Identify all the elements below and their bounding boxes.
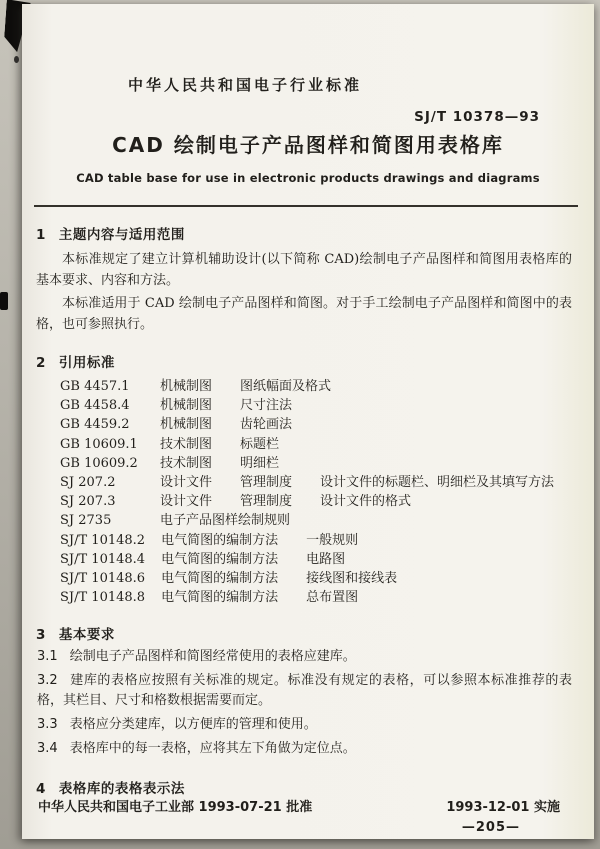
reference-code: SJ 207.3 <box>60 494 116 510</box>
clause-item <box>37 715 572 735</box>
section-title: 表格库的表格表示法 <box>58 781 185 798</box>
clause-item <box>37 739 572 759</box>
reference-cell: 总布置图 <box>306 590 359 606</box>
section-number: 4 <box>36 781 46 798</box>
clause-number: 3.1 <box>37 649 58 665</box>
reference-code: SJ/T 10148.4 <box>60 551 146 567</box>
reference-cell: 齿轮画法 <box>240 417 293 433</box>
reference-cell: 标题栏 <box>240 436 280 452</box>
reference-cell: 电气简图的编制方法 <box>161 532 279 548</box>
page-number: —205— <box>461 820 520 835</box>
scan-artifact-speck <box>14 56 19 63</box>
divider-rule <box>34 205 578 207</box>
document-title: CAD 绘制电子产品图样和简图用表格库 <box>112 133 504 157</box>
reference-code: GB 10609.2 <box>60 455 138 471</box>
reference-code: GB 4459.2 <box>60 417 130 433</box>
clause-text: 建库的表格应按照有关标准的规定。标准没有规定的表格，可以参照本标准推荐的表格，其栏目、尺寸和格数根据需要而定。 <box>37 673 572 709</box>
standard-number: SJ/T 10378—93 <box>414 109 540 125</box>
clause-number: 3.3 <box>37 717 58 733</box>
clause-item <box>37 647 572 667</box>
footer <box>38 796 560 815</box>
reference-code: SJ 207.2 <box>60 475 116 491</box>
reference-cell: 技术制图 <box>160 436 213 452</box>
reference-cell: 电气简图的编制方法 <box>161 551 279 567</box>
reference-row <box>60 492 574 511</box>
reference-cell: 接线图和接线表 <box>306 571 398 587</box>
reference-row <box>60 396 574 415</box>
reference-code: SJ/T 10148.6 <box>60 571 146 587</box>
reference-cell: 尺寸注法 <box>240 398 293 414</box>
footer-approval: 中华人民共和国电子工业部 1993-07-21 批准 <box>38 800 313 815</box>
section-4-heading <box>36 777 594 797</box>
section-number: 2 <box>36 355 46 371</box>
reference-code: SJ 2735 <box>60 513 112 529</box>
reference-cell: 技术制图 <box>160 455 213 471</box>
reference-code: SJ/T 10148.2 <box>60 532 146 548</box>
clause-text: 绘制电子产品图样和简图经常使用的表格应建库。 <box>69 649 356 665</box>
reference-cell: 明细栏 <box>240 455 280 471</box>
reference-cell: 电子产品图样绘制规则 <box>160 513 291 529</box>
reference-cell: 管理制度 <box>240 475 293 491</box>
reference-cell: 一般规则 <box>306 532 359 548</box>
reference-row <box>60 435 574 454</box>
section-title: 引用标准 <box>58 355 115 371</box>
reference-cell: 机械制图 <box>160 398 213 414</box>
reference-cell: 机械制图 <box>160 417 213 433</box>
section-1-heading <box>36 223 594 243</box>
reference-code: SJ/T 10148.8 <box>60 590 146 606</box>
section-number: 3 <box>36 627 46 644</box>
reference-row <box>60 588 574 607</box>
clause-item <box>37 671 572 711</box>
paragraph: 本标准规定了建立计算机辅助设计(以下简称 CAD)绘制电子产品图样和简图用表格库的基本要求、内容和方法。 <box>36 252 572 288</box>
clause-number: 3.4 <box>37 741 58 757</box>
reference-row <box>60 415 574 434</box>
section-number: 1 <box>36 227 46 243</box>
standard-org-line: 中华人民共和国电子行业标准 <box>128 76 363 94</box>
reference-code: GB 10609.1 <box>60 436 138 452</box>
reference-cell: 设计文件 <box>160 494 213 510</box>
reference-cell: 电气简图的编制方法 <box>161 571 279 587</box>
scan-artifact-edge <box>0 292 8 310</box>
section-2-heading <box>36 351 594 371</box>
reference-cell: 设计文件的标题栏、明细栏及其填写方法 <box>320 475 555 491</box>
reference-code: GB 4457.1 <box>60 379 130 394</box>
reference-code: GB 4458.4 <box>60 398 130 414</box>
reference-row <box>60 454 574 473</box>
reference-cell: 设计文件 <box>160 475 213 491</box>
paragraph: 本标准适用于 CAD 绘制电子产品图样和简图。对于手工绘制电子产品图样和简图中的表格，也可参照执行。 <box>36 296 572 332</box>
clause-text: 表格应分类建库，以方便库的管理和使用。 <box>69 717 317 733</box>
reference-row <box>60 377 574 396</box>
document-page <box>22 4 594 839</box>
footer-implementation: 1993-12-01 实施 <box>446 800 560 815</box>
clause-number: 3.2 <box>37 673 58 689</box>
reference-cell: 电气简图的编制方法 <box>161 590 279 606</box>
clause-text: 表格库中的每一表格，应将其左下角做为定位点。 <box>69 741 356 757</box>
reference-row <box>60 473 574 492</box>
reference-cell: 图纸幅面及格式 <box>240 379 332 394</box>
section-title: 主题内容与适用范围 <box>58 227 185 243</box>
reference-cell: 设计文件的格式 <box>320 494 412 510</box>
reference-cell: 机械制图 <box>160 379 213 394</box>
reference-row <box>60 569 574 588</box>
references-list <box>60 377 574 607</box>
reference-cell: 电路图 <box>306 551 346 567</box>
document-subtitle-en: CAD table base for use in electronic products drawings and diagrams <box>76 171 540 185</box>
clause-list <box>22 647 594 759</box>
section-3-heading <box>36 623 594 643</box>
reference-cell: 管理制度 <box>240 494 293 510</box>
section-title: 基本要求 <box>58 627 115 644</box>
reference-row <box>60 550 574 569</box>
reference-row <box>60 511 574 530</box>
reference-row <box>60 531 574 550</box>
